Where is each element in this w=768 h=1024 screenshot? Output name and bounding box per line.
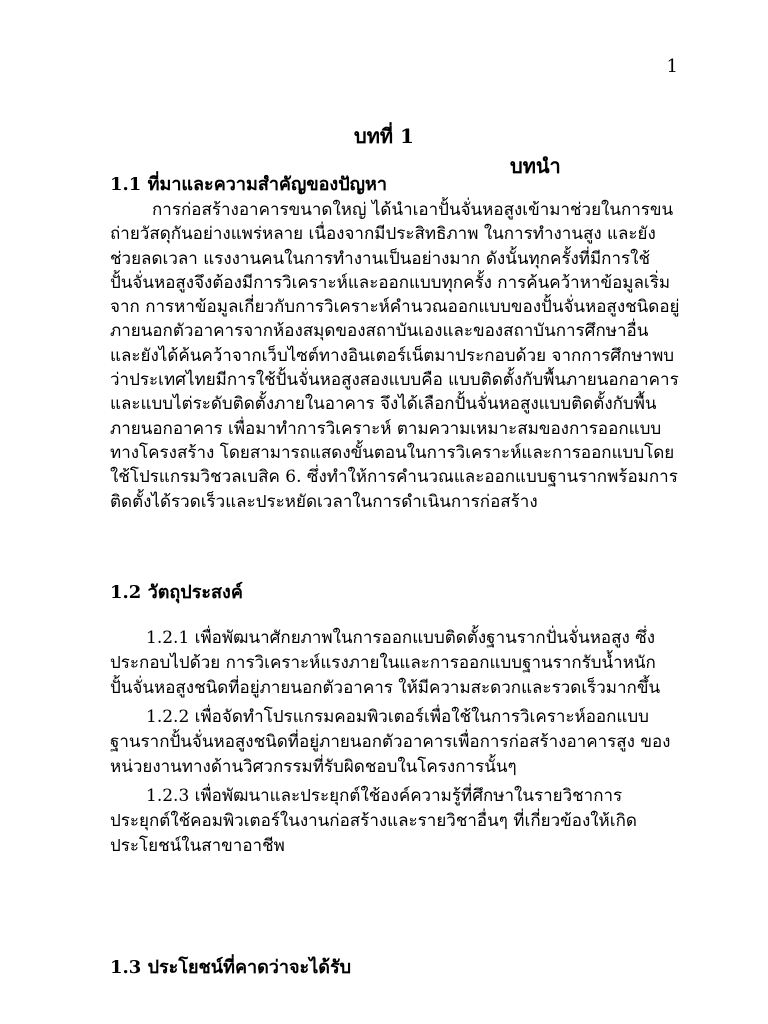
objective-item: 1.2.2 เพื่อจัดทำโปรแกรมคอมพิวเตอร์เพื่อใช้ในการวิเคราะห์ออกแบบฐานรากปั้นจั่นหอสูงชนิดที่อยู่ภายนอกตัวอาคารเพื่อการก่อสร้างอาคารสูง ของหน่วยงานทางด้านวิศวกรรมที่รับผิดชอบในโครงการนั้นๆ — [110, 707, 671, 777]
section-heading: 1.2 วัตถุประสงค์ — [110, 582, 243, 603]
chapter-name: บทนำ — [510, 154, 561, 178]
objective-item: 1.2.1 เพื่อพัฒนาศักยภาพในการออกแบบติดตั้งฐานรากปั่นจั่นหอสูง ซึ่งประกอบไปด้วย การวิเคราะห์แรงภายในและการออกแบบฐานรากรับน้ำหนัก ปั้นจั่นหอสูงชนิดที่อยู่ภายนอกตัวอาคาร ให้มีความสะดวกและรวดเร็วมากขึ้น — [110, 628, 661, 698]
section-1-1 — [110, 172, 682, 514]
section-1-2 — [110, 580, 682, 859]
section-heading: 1.3 ประโยชน์ที่คาดว่าจะได้รับ — [110, 957, 352, 978]
page-number: 1 — [666, 56, 678, 77]
chapter-title: บทที่ 1 — [354, 124, 414, 148]
section-1-3 — [110, 955, 682, 981]
objective-item: 1.2.3 เพื่อพัฒนาและประยุกต์ใช้องค์ความรู้ที่ศึกษาในรายวิชาการประยุกต์ใช้คอมพิวเตอร์ในงานก่อสร้างและรายวิชาอื่นๆ ที่เกี่ยวข้องให้เกิดประโยชน์ในสาขาอาชีพ — [110, 786, 637, 856]
section-heading: 1.1 ที่มาและความสำคัญของปัญหา — [110, 174, 387, 195]
section-paragraph: การก่อสร้างอาคารขนาดใหญ่ ได้นำเอาปั้นจั่นหอสูงเข้ามาช่วยในการขนถ่ายวัสดุกันอย่างแพร่หลาย เนื่องจากมีประสิทธิภาพ ในการทำงานสูง และยังช่วยลดเวลา แรงงานคนในการทำงานเป็นอย่างมาก ดังนั้นทุกครั้งที่มีการใช้ปั้นจั่นหอสูงจึงต้องมีการวิเคราะห์และออกแบบทุกครั้ง การค้นคว้าหาข้อมูลเริ่มจาก การหาข้อมูลเกี่ยวกับการวิเคราะห์คำนวณออกแบบของปั้นจั่นหอสูงชนิดอยู่ภายนอกตัวอาคารจากห้องสมุดของสถาบันเองและของสถาบันการศึกษาอื่น และยังได้ค้นคว้าจากเว็บไซต์ทางอินเตอร์เน็ตมาประกอบด้วย จากการศึกษาพบว่าประเทศไทยมีการใช้ปั้นจั่นหอสูงสองแบบคือ แบบติดตั้งกับพื้นภายนอกอาคาร และแบบไต่ระดับติดตั้งภายในอาคาร จึงได้เลือกปั้นจั่นหอสูงแบบติดตั้งกับพื้นภายนอกอาคาร เพื่อมาทำการวิเคราะห์ ตามความเหมาะสมของการออกแบบทางโครงสร้าง โดยสามารถแสดงขั้นตอนในการวิเคราะห์และการออกแบบโดยใช้โปรแกรมวิชวลเบสิค 6. ซึ่งทำให้การคำนวณและออกแบบฐานรากพร้อมการติดตั้งได้รวดเร็วและประหยัดเวลาในการดำเนินการก่อสร้าง — [110, 200, 680, 512]
